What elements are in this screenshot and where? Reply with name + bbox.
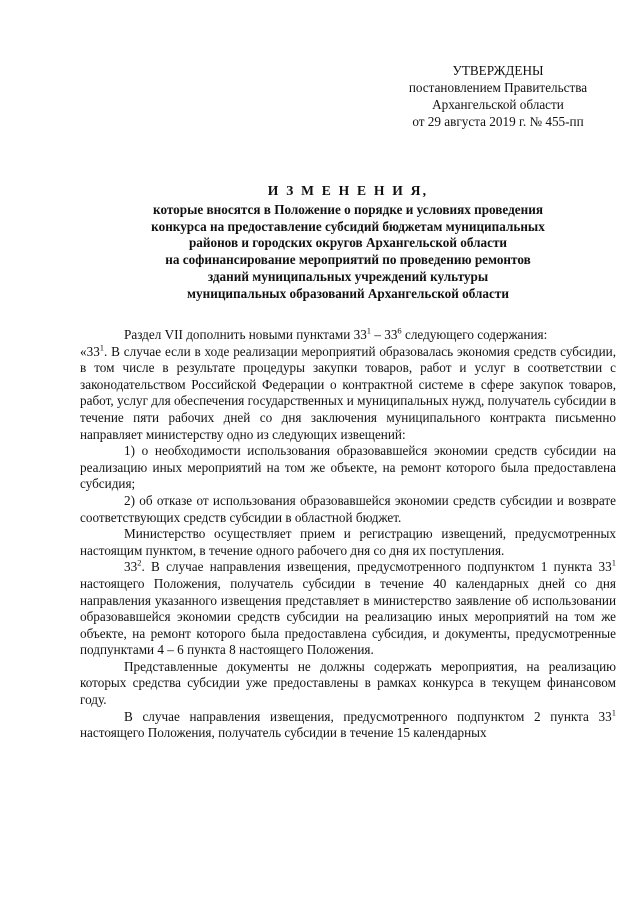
document-body <box>80 327 616 742</box>
paragraph-item-1: 1) о необходимости использования образовавшейся экономии средств субсидии на реализацию иных мероприятий на том же объекте, на ремонт которого была предоставлена субсидия; <box>80 443 616 492</box>
title-line: которые вносятся в Положение о порядке и условиях проведения <box>153 201 543 217</box>
approval-line: Архангельской области <box>432 97 564 112</box>
paragraph-33-1: «$33^1$. В случае если в ходе реализации мероприятий образовалась экономия средств субсидии, в том числе в результате процедуры закупки товаров, работ и услуг в соответствии с законодательством Российской Федерации о контрактной системе в сфере закупок товаров, работ, услуг для обеспечения государственных и муниципальных нужд, получатель субсидии в течение пяти рабочих дней со дня заключения муниципального контракта письменно направляет министерству одно из следующих извещений: <box>80 342 616 442</box>
approval-stamp <box>380 62 616 130</box>
title-line: зданий муниципальных учреждений культуры <box>207 268 489 284</box>
title-line: муниципальных образований Архангельской области <box>187 285 509 301</box>
document-title <box>80 183 616 303</box>
approval-line: постановлением Правительства <box>408 80 588 95</box>
paragraph-documents: Представленные документы не должны содержать мероприятия, на реализацию которых средства субсидии уже предоставлены в рамках конкурса в текущем финансовом году. <box>80 658 616 708</box>
approval-date: от 29 августа 2019 г. № 455-пп <box>412 114 584 129</box>
title-line: районов и городских округов Архангельской области <box>188 235 508 251</box>
paragraph-item-2: 2) об отказе от использования образовавшейся экономии средств субсидии и возврате соответствующих средств субсидии в областной бюджет. <box>80 492 616 525</box>
title-line: на софинансирование мероприятий по проведению ремонтов <box>165 252 531 268</box>
paragraph-refusal: В случае направления извещения, предусмотренного подпунктом 2 пункта $33^1$ настоящего Положения, получатель субсидии в течение 15 календарных <box>80 707 616 741</box>
paragraph-33-2: $33^2$. В случае направления извещения, предусмотренного подпунктом 1 пункта $33^1$ настоящего Положения, получатель субсидии в течение 40 календарных дней со дня направления указанного извещения представляет в министерство заявление об использовании образовавшейся экономии средств субсидии на реализацию иных мероприятий на том же объекте, на ремонт которого была предоставлена субсидия, и документы, предусмотренные подпунктами 4 – 6 пункта 8 настоящего Положения. <box>80 557 616 658</box>
paragraph-registration: Министерство осуществляет прием и регистрацию извещений, предусмотренных настоящим пунктом, в течение одного рабочего дня со дня их поступления. <box>80 526 616 558</box>
paragraph-intro: Раздел VII дополнить новыми пунктами $33^1 - 33^6$ следующего содержания: <box>124 325 548 342</box>
title-main: И З М Е Н Е Н И Я, <box>267 183 429 198</box>
approval-heading: УТВЕРЖДЕНЫ <box>452 63 544 78</box>
title-line: конкурса на предоставление субсидий бюджетам муниципальных <box>151 218 545 234</box>
